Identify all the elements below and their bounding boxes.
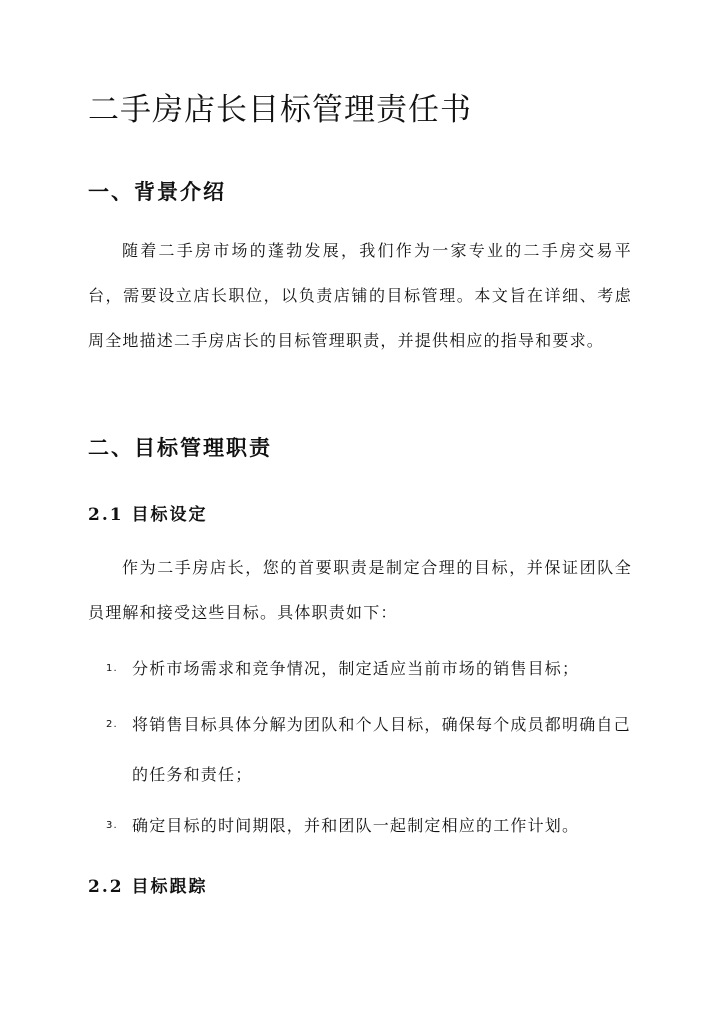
goal-setting-paragraph-text: 作为二手房店长，您的首要职责是制定合理的目标，并保证团队全员理解和接受这些目标。具体职责如下： [88,558,632,622]
list-item-text: 确定目标的时间期限，并和团队一起制定相应的工作计划。 [132,816,580,835]
subsection-heading-goal-setting: 2.1 目标设定 [88,505,208,525]
list-item-number: 2. [106,719,118,730]
subsection-heading-goal-tracking: 2.2 目标跟踪 [88,877,208,897]
background-paragraph-text: 随着二手房市场的蓬勃发展，我们作为一家专业的二手房交易平台，需要设立店长职位，以负责店铺的目标管理。本文旨在详细、考虑周全地描述二手房店长的目标管理职责，并提供相应的指导和要求。 [88,241,632,350]
list-item-text: 将销售目标具体分解为团队和个人目标，确保每个成员都明确自己的任务和责任； [132,715,631,784]
list-item-text: 分析市场需求和竞争情况，制定适应当前市场的销售目标； [132,659,580,678]
list-item-number: 3. [106,820,118,831]
section-heading-goal-management: 二、目标管理职责 [88,435,272,460]
background-paragraph [88,228,632,363]
list-item [106,644,636,694]
list-item-number: 1. [106,663,118,674]
section-heading-background: 一、背景介绍 [88,179,226,204]
list-item [106,700,636,800]
list-item [106,801,636,851]
document-title: 二手房店长目标管理责任书 [88,92,472,128]
goal-setting-paragraph [88,545,632,635]
